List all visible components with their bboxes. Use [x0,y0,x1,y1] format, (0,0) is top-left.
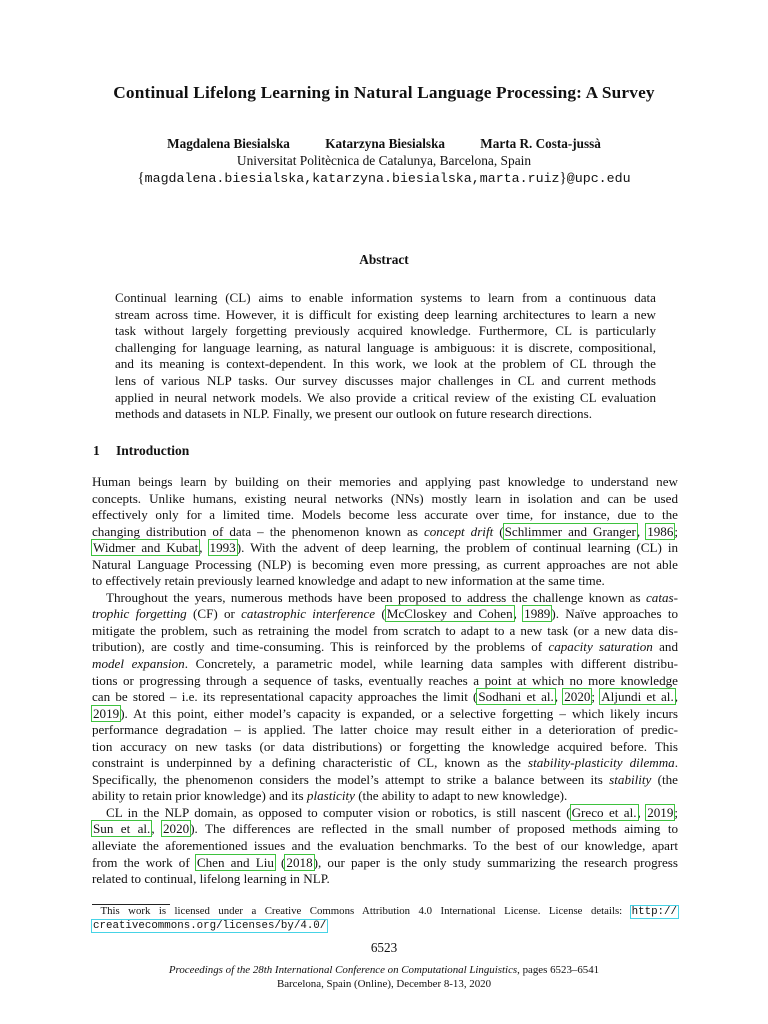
citation-link[interactable]: 1993 [209,540,236,556]
abstract-line: task without largely forgetting previously acquired knowledge. Furthermore, CL is particularly [115,323,656,339]
author-emails: {magdalena.biesialska,katarzyna.biesialska,marta.ruiz}@upc.edu [137,170,631,186]
license-link[interactable]: http:// [631,906,677,918]
footnote: This work is licensed under a Creative Commons Attribution 4.0 International License. License details: http:// creativecommons.org/licenses/by/4.0/ [93,905,677,932]
citation-link[interactable]: Aljundi et al. [601,689,674,705]
body-text: Human beings learn by building on their memories and applying past knowledge to understand new concepts. Unlike humans, existing neural networks (NNs) mostly learn in isolation and can be used effectively only for a limited time. Models become less accurate over time, for instance, due to the changing distribution of data – the phenomenon known as concept drift (Schlimmer and Granger, 1986; Widmer and Kubat, 1993). With the advent of deep learning, the problem of continual learning (CL) in Natural Language Processing (NLP) is becoming even more pressing, as current approaches are not able to effectively retain previously learned knowledge and adapt to new information at the same time. Throughout the years, numerous methods have been proposed to address the challenge known as catas- trophic forgetting (CF) or catastrophic interference (McCloskey and Cohen, 1989). Naïve approaches to mitigate the problem, such as retraining the model from scratch to adapt to a new task (or a new data dis- tribution), are costly and time-consuming. This is reinforced by the problems of capacity saturation and model expansion. Concretely, a parametric model, while learning data samples with different distribu- tions or progressing through a sequence of tasks, eventually reaches a point at which no more knowledge can be stored – i.e. its representational capacity approaches the limit (Sodhani et al., 2020; Aljundi et al., 2019). At this point, either model’s capacity is expanded, or a selective forgetting – which likely incurs performance degradation – is applied. The latter choice may result either in a deterioration of predic- tion accuracy on new tasks (or data distributions) or forgetting the knowledge acquired before. This constraint is underpinned by a defining characteristic of CL, known as the stability-plasticity dilemma. Specifically, the phenomenon considers the model’s attempt to strike a balance between its stability (the ability to retain prior knowledge) and its plasticity (the ability to adapt to new knowledge). CL in the NLP domain, as opposed to computer vision or robotics, is still nascent (Greco et al., 2019; Sun et al., 2020). The differences are reflected in the small number of proposed methods aiming to alleviate the aforementioned issues and the evaluation benchmarks. To the best of our knowledge, apart from the work of Chen and Liu (2018), our paper is the only study summarizing the research progress related to continual, lifelong learning in NLP. [92,474,679,887]
citation-link[interactable]: Sun et al. [93,821,151,837]
abstract-line: methods and datasets in NLP. Finally, we present our outlook on future research directions. [115,406,592,422]
page-number: 6523 [370,940,398,955]
citation-link[interactable]: 2018 [286,854,313,870]
citation-link[interactable]: Schlimmer and Granger [504,523,636,539]
author-name: Marta R. Costa-jussà [480,136,601,151]
citation-link[interactable]: Sodhani et al. [478,689,554,705]
abstract-line: Continual learning (CL) aims to enable information systems to learn from a continuous data [115,290,656,305]
section-number: 1 [93,443,100,458]
citation-link[interactable]: 1989 [524,606,551,622]
citation-link[interactable]: 2019 [93,705,120,721]
affiliation: Universitat Politècnica de Catalunya, Barcelona, Spain [236,153,532,168]
abstract-line: and its meaning is context-dependent. In this work, we look at the problem of CL through the [115,356,656,372]
author-name: Magdalena Biesialska [167,136,290,151]
citation-link[interactable]: Widmer and Kubat [93,540,199,556]
author-name: Katarzyna Biesialska [325,136,445,151]
proceedings-footer: Proceedings of the 28th International Conference on Computational Linguistics, pages 6523–6541 Barcelona, Spain (Online), December 8-13, 2020 [168,964,600,990]
abstract-text [115,290,656,423]
abstract-line: applied in neural network models. We also provide a critical review of the existing CL evaluation [115,389,656,405]
section-title: Introduction [116,443,190,458]
citation-link[interactable]: 2020 [564,689,591,705]
citation-link[interactable]: 1986 [647,523,674,539]
author-list [0,136,768,152]
citation-link[interactable]: Greco et al. [571,804,637,820]
citation-link[interactable]: Chen and Liu [196,854,274,870]
abstract-line: challenging for language learning, as natural language is ambiguous: it is discrete, compositional, [115,339,656,355]
abstract-heading: Abstract [359,252,409,267]
abstract-line: lens of various NLP tasks. Our survey discusses major challenges in CL and current methods [115,372,656,388]
section-heading [93,443,189,459]
license-link[interactable]: creativecommons.org/licenses/by/4.0/ [93,919,327,932]
citation-link[interactable]: 2020 [163,821,190,837]
citation-link[interactable]: 2019 [647,804,674,820]
citation-link[interactable]: McCloskey and Cohen [386,606,513,622]
paper-title: Continual Lifelong Learning in Natural Language Processing: A Survey [113,83,655,102]
abstract-line: stream across time. However, it is difficult for existing deep learning architectures to learn a new [115,306,656,322]
